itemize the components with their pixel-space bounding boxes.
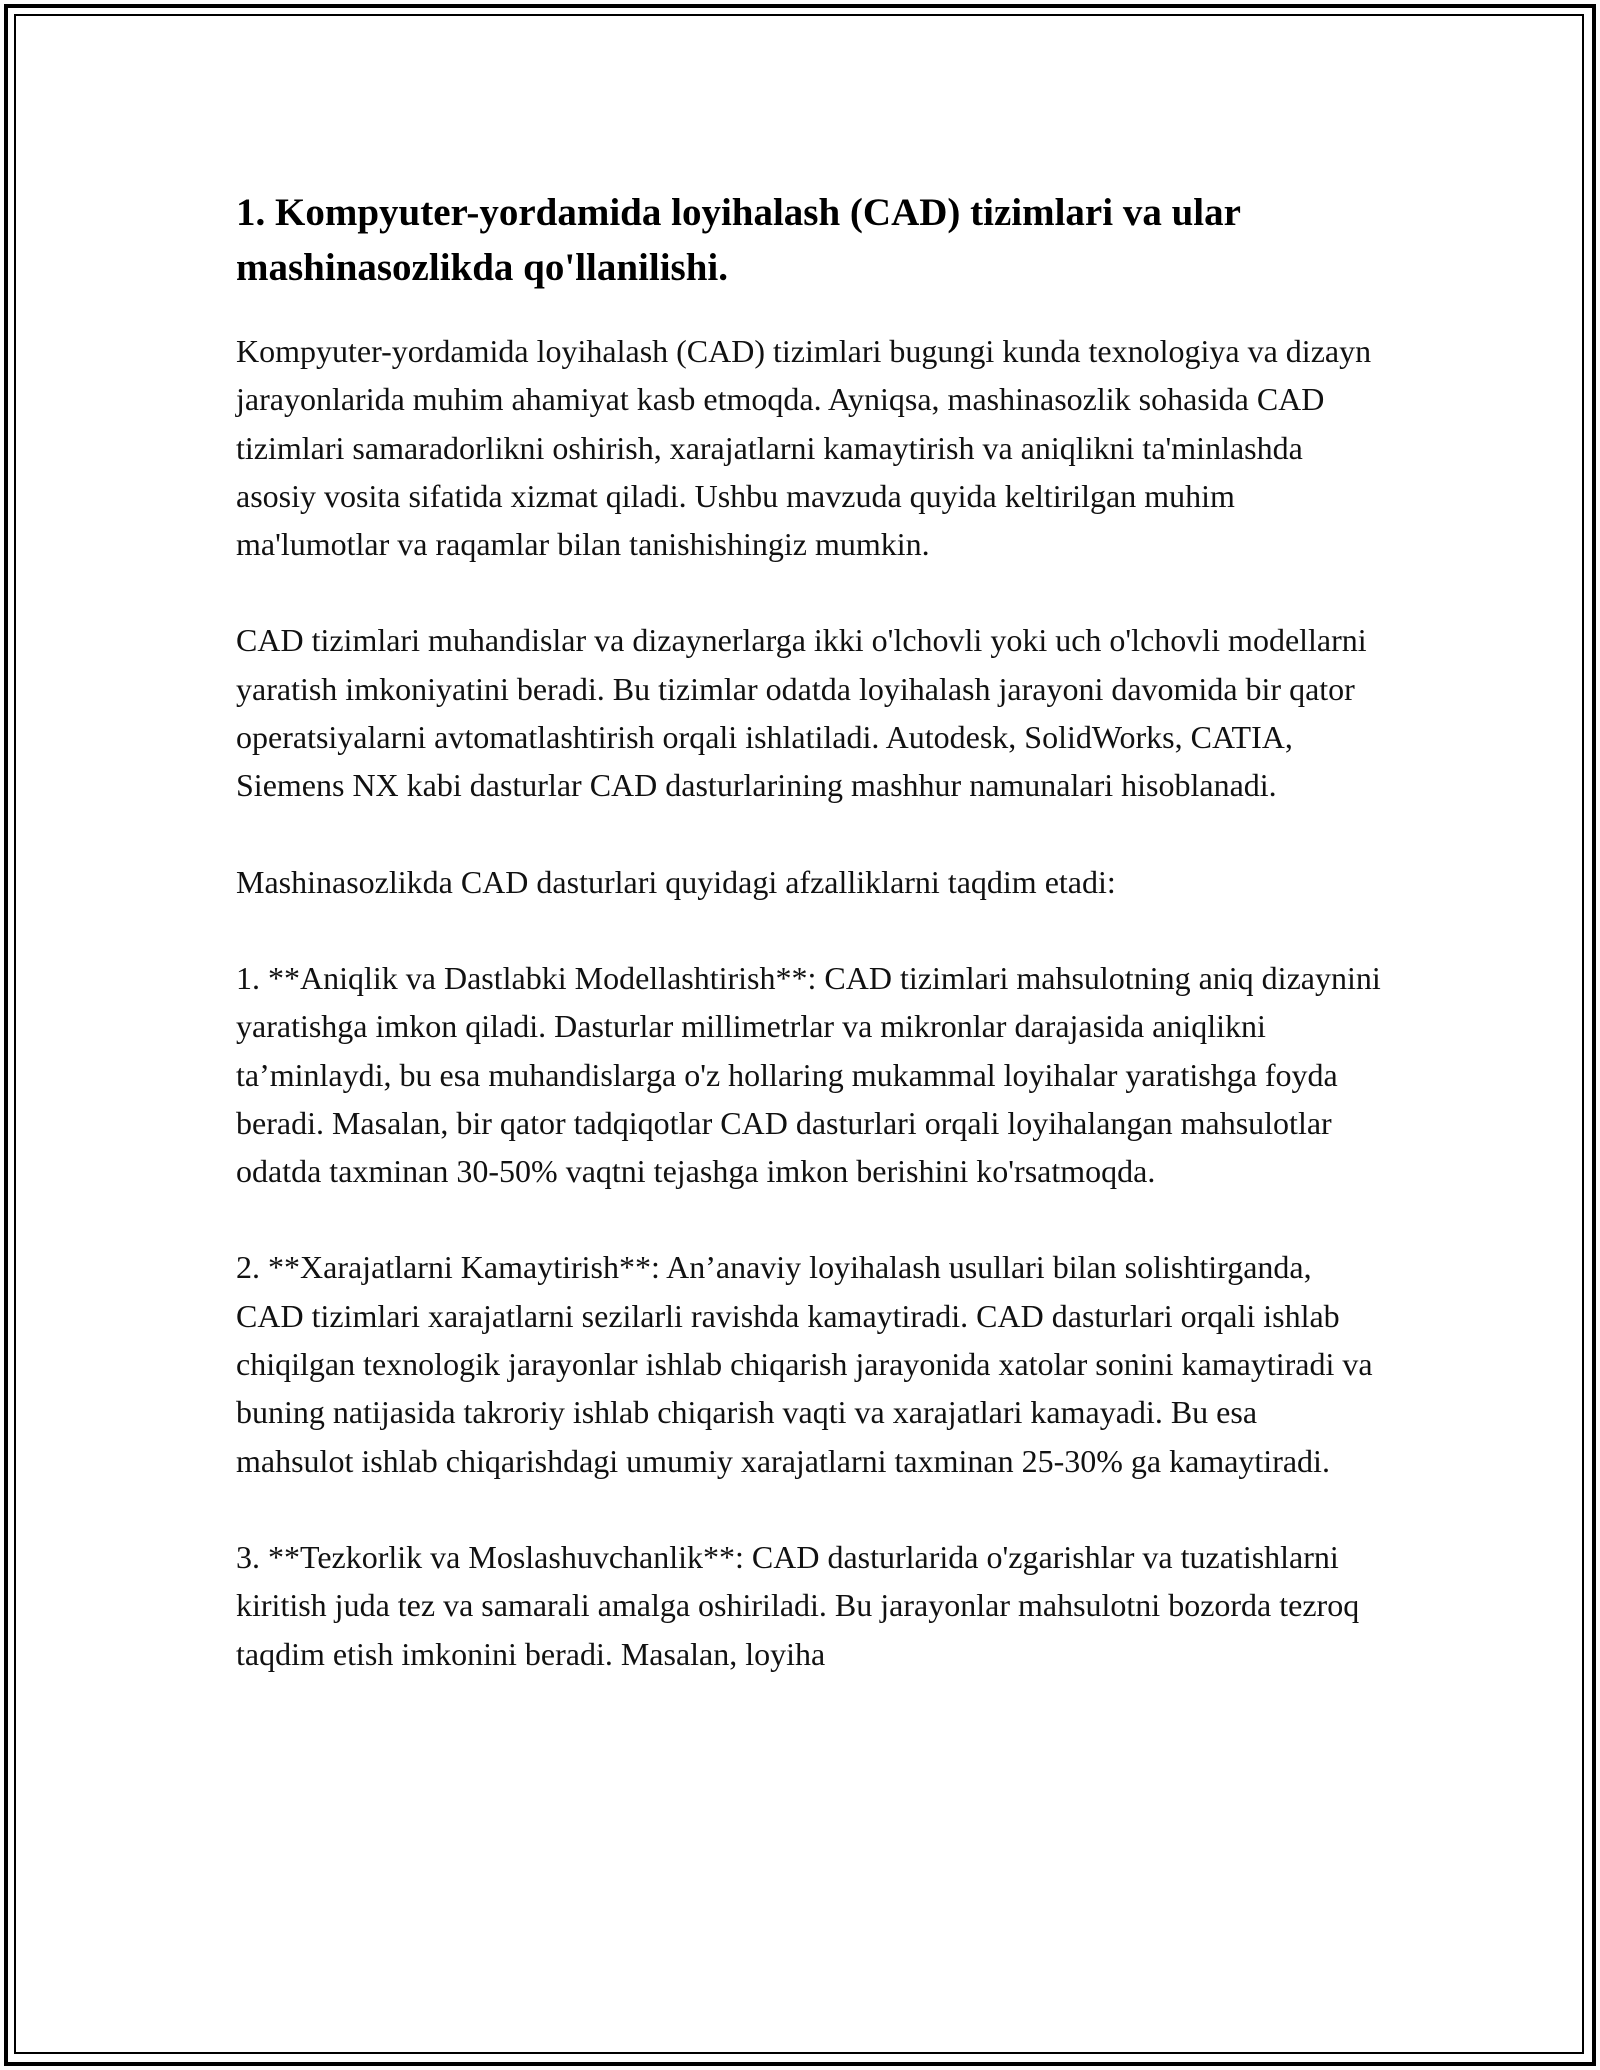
paragraph-advantage-cost: 2. **Xarajatlarni Kamaytirish**: An’anaviy loyihalash usullari bilan solishtirganda, CAD tizimlari xarajatlarni sezilarli ravishda kamaytiradi. CAD dasturlari orqali ishlab chiqilgan texnologik jarayonlar ishlab chiqarish jarayonida xatolar sonini kamaytiradi va buning natijasida takroriy ishlab chiqarish vaqti va xarajatlari kamayadi. Bu esa mahsulot ishlab chiqarishdagi umumiy xarajatlarni taxminan 25-30% ga kamaytiradi.: [236, 1249, 1373, 1479]
paragraph-advantages-lead: Mashinasozlikda CAD dasturlari quyidagi afzalliklarni taqdim etadi:: [236, 863, 1116, 900]
paragraph-intro: Kompyuter-yordamida loyihalash (CAD) tizimlari bugungi kunda texnologiya va dizayn jarayonlarida muhim ahamiyat kasb etmoqda. Ayniqsa, mashinasozlik sohasida CAD tizimlari samaradorlikni oshirish, xarajatlarni kamaytirish va aniqlikni ta'minlashda asosiy vosita sifatida xizmat qiladi. Ushbu mavzuda quyida keltirilgan muhim ma'lumotlar va raqamlar bilan tanishishingiz mumkin.: [236, 333, 1372, 563]
paragraph-advantage-speed: 3. **Tezkorlik va Moslashuvchanlik**: CAD dasturlarida o'zgarishlar va tuzatishlarni kiritish juda tez va samarali amalga oshiriladi. Bu jarayonlar mahsulotni bozorda tezroq taqdim etish imkonini beradi. Masalan, loyiha: [236, 1538, 1360, 1672]
document-body: [236, 185, 1381, 1678]
paragraph-advantage-accuracy: 1. **Aniqlik va Dastlabki Modellashtirish**: CAD tizimlari mahsulotning aniq dizaynini yaratishga imkon qiladi. Dasturlar millimetrlar va mikronlar darajasida aniqlikni ta’minlaydi, bu esa muhandislarga o'z hollaring mukammal loyihalar yaratishga foyda beradi. Masalan, bir qator tadqiqotlar CAD dasturlari orqali loyihalangan mahsulotlar odatda taxminan 30-50% vaqtni tejashga imkon berishini ko'rsatmoqda.: [236, 959, 1381, 1190]
paragraph-cad-overview: CAD tizimlari muhandislar va dizaynerlarga ikki o'lchovli yoki uch o'lchovli modellarni yaratish imkoniyatini beradi. Bu tizimlar odatda loyihalash jarayoni davomida bir qator operatsiyalarni avtomatlashtirish orqali ishlatiladi. Autodesk, SolidWorks, CATIA, Siemens NX kabi dasturlar CAD dasturlarining mashhur namunalari hisoblanadi.: [236, 622, 1367, 804]
document-title: 1. Kompyuter-yordamida loyihalash (CAD) tizimlari va ular mashinasozlikda qo'llanilishi.: [236, 191, 1241, 289]
